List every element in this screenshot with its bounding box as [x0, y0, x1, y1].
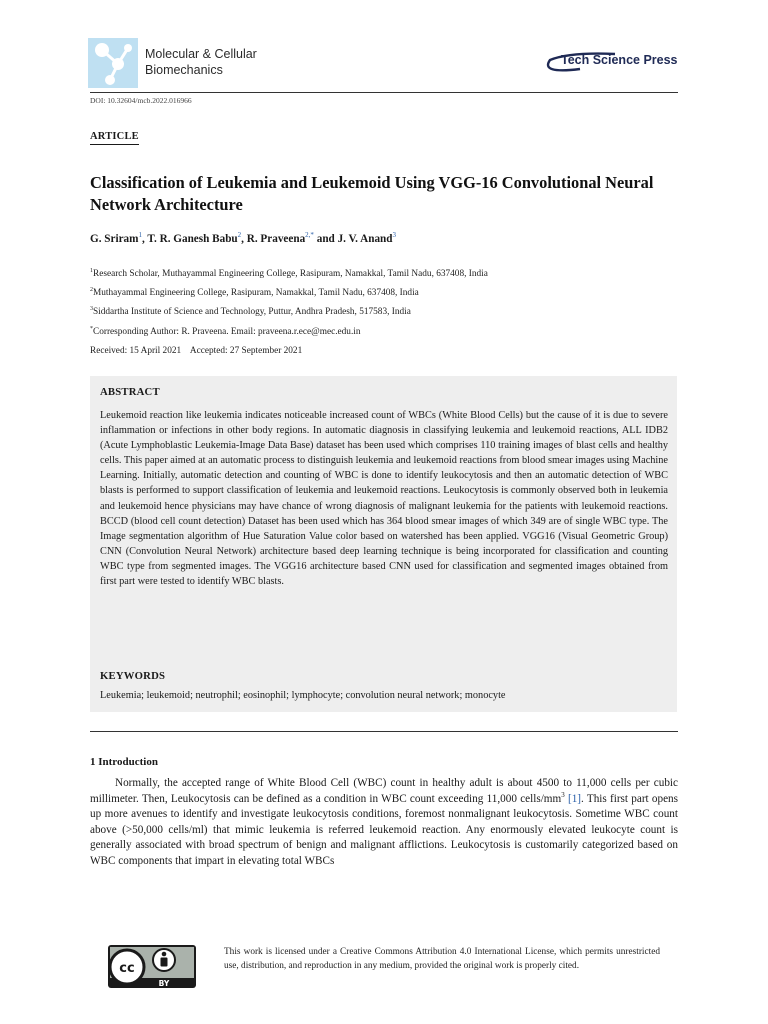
author-affiliation-mark[interactable]: 3	[392, 231, 396, 239]
affiliation-text: Muthayammal Engineering College, Rasipuram, Namakkal, Tamil Nadu, 637408, India	[93, 288, 419, 299]
journal-name-line1: Molecular & Cellular	[145, 47, 257, 61]
unit-superscript: 3	[561, 790, 565, 799]
keywords-heading: KEYWORDS	[100, 670, 166, 682]
affiliation-text: Research Scholar, Muthayammal Engineering College, Rasipuram, Namakkal, Tamil Nadu, 637408, India	[93, 269, 488, 279]
affiliation-line	[90, 323, 690, 342]
affiliation-text: Siddartha Institute of Science and Technology, Puttur, Andhra Pradesh, 517583, India	[93, 307, 411, 318]
section-divider	[90, 731, 678, 732]
affiliation-text: Corresponding Author: R. Praveena. Email: praveena.r.ece@mec.edu.in	[93, 326, 361, 337]
author-name: R. Praveena	[246, 233, 306, 245]
author-separator: ,	[241, 233, 247, 245]
author-separator: ,	[141, 233, 148, 245]
article-type-label: ARTICLE	[90, 130, 139, 145]
author-name: G. Sriram	[90, 233, 139, 245]
abstract-heading: ABSTRACT	[100, 386, 160, 398]
affiliation-line	[90, 303, 690, 322]
publisher-name: Tech Science Press	[561, 53, 678, 67]
molecule-icon	[88, 38, 138, 88]
affiliation-mark: 2	[90, 287, 93, 294]
publisher-logo	[540, 50, 680, 76]
introduction-paragraph	[90, 776, 678, 870]
cc-icon-label: cc	[119, 961, 135, 976]
affiliation-line	[90, 265, 690, 284]
author-affiliation-mark[interactable]: 2,*	[305, 231, 314, 239]
introduction-heading: 1 Introduction	[90, 756, 158, 768]
cc-by-badge[interactable]	[108, 945, 196, 988]
citation-link[interactable]: [1]	[567, 792, 582, 805]
affiliation-mark: *	[90, 325, 93, 332]
journal-logo	[88, 38, 278, 88]
intro-text-part1: Normally, the accepted range of White Blood Cell (WBC) count in healthy adult is about 4500 to 11,000 cells per cubic millimeter. Then, Leukocytosis can be defined as a condition in WBC count exceeding 11,000 cells/mm	[90, 777, 678, 805]
author-list	[90, 233, 396, 245]
header-divider	[90, 92, 678, 93]
license-text: This work is licensed under a Creative Commons Attribution 4.0 International License, which permits unrestricted use, distribution, and reproduction in any medium, provided the original work is properly cited.	[224, 947, 660, 971]
affiliation-line	[90, 284, 690, 303]
author-name: T. R. Ganesh Babu	[147, 233, 238, 245]
abstract-text: Leukemoid reaction like leukemia indicates noticeable increased count of WBCs (White Blood Cells) but the cause of it is due to severe inflammation or infections in other body regions. In automatic diagnosis in classifying leukemia and leukemoid reactions, ALL IDB2 (Acute Lymphoblastic Leukemia-Image Data Base) dataset has been used which comprises 110 training images of blast cells and healthy cells. This paper aimed at an automatic process to distinguish leukemia and leukemoid reactions from blood smear images using Machine Learning. Initially, automatic detection and counting of WBC is done to identify leukocytosis and then an automatic detection of WBC blasts is performed to support classification of leukemia and leukemoid reactions. Leukocytosis is commonly observed both in leukemia and leukemoid hence physicians may have chance of wrong diagnosis of malignant leukemia for the patients with leukemoid reactions. BCCD (blood cell count detection) Dataset has been used which has 364 blood smear images of which 349 are of single WBC type. The Image segmentation algorithm of Hue Saturation Value color based on watershed has been applied. VGG16 (Visual Geometric Group) CNN (Convolution Neural Network) architecture based deep learning technique is being incorporated for classification and counting WBC type from segmented images. The VGG16 architecture based CNN used for classification and segmented images obtained from first part were tested to identify WBC blasts.	[100, 410, 668, 588]
received-accepted-dates: Received: 15 April 2021 Accepted: 27 September 2021	[90, 345, 303, 356]
affiliations	[90, 265, 690, 361]
author-name: J. V. Anand	[337, 233, 393, 245]
affiliation-mark: 3	[90, 306, 93, 313]
author-separator: and	[313, 233, 338, 245]
paper-title: Classification of Leukemia and Leukemoid Using VGG-16 Convolutional Neural Network Architecture	[90, 173, 654, 214]
keywords-text: Leukemia; leukemoid; neutrophil; eosinophil; lymphocyte; convolution neural network; monocyte	[100, 690, 506, 701]
doi[interactable]: DOI: 10.32604/mcb.2022.016966	[90, 96, 192, 105]
by-label: BY	[158, 979, 170, 988]
journal-name-line2: Biomechanics	[145, 63, 223, 77]
intro-text-part2: . This first part opens up more avenues to identify and investigate leukocytosis conditions, foremost nonmalignant leukocytosis. Sometime WBC count above (>50,000 cells/ml) that mimic leukemia is referred leukemoid reaction. Any enormously elevated leukocyte count is generally associated with broad spectrum of benign and malignant afflictions. Leukocytosis is customarily categorized based on WBC components that impart in elevating total WBCs	[90, 792, 679, 867]
journal-name	[145, 46, 257, 78]
affiliation-mark: 1	[90, 268, 93, 274]
author-affiliation-mark[interactable]: 2	[237, 231, 242, 239]
author-affiliation-mark[interactable]: 1	[138, 231, 142, 239]
abstract-box	[90, 376, 677, 712]
